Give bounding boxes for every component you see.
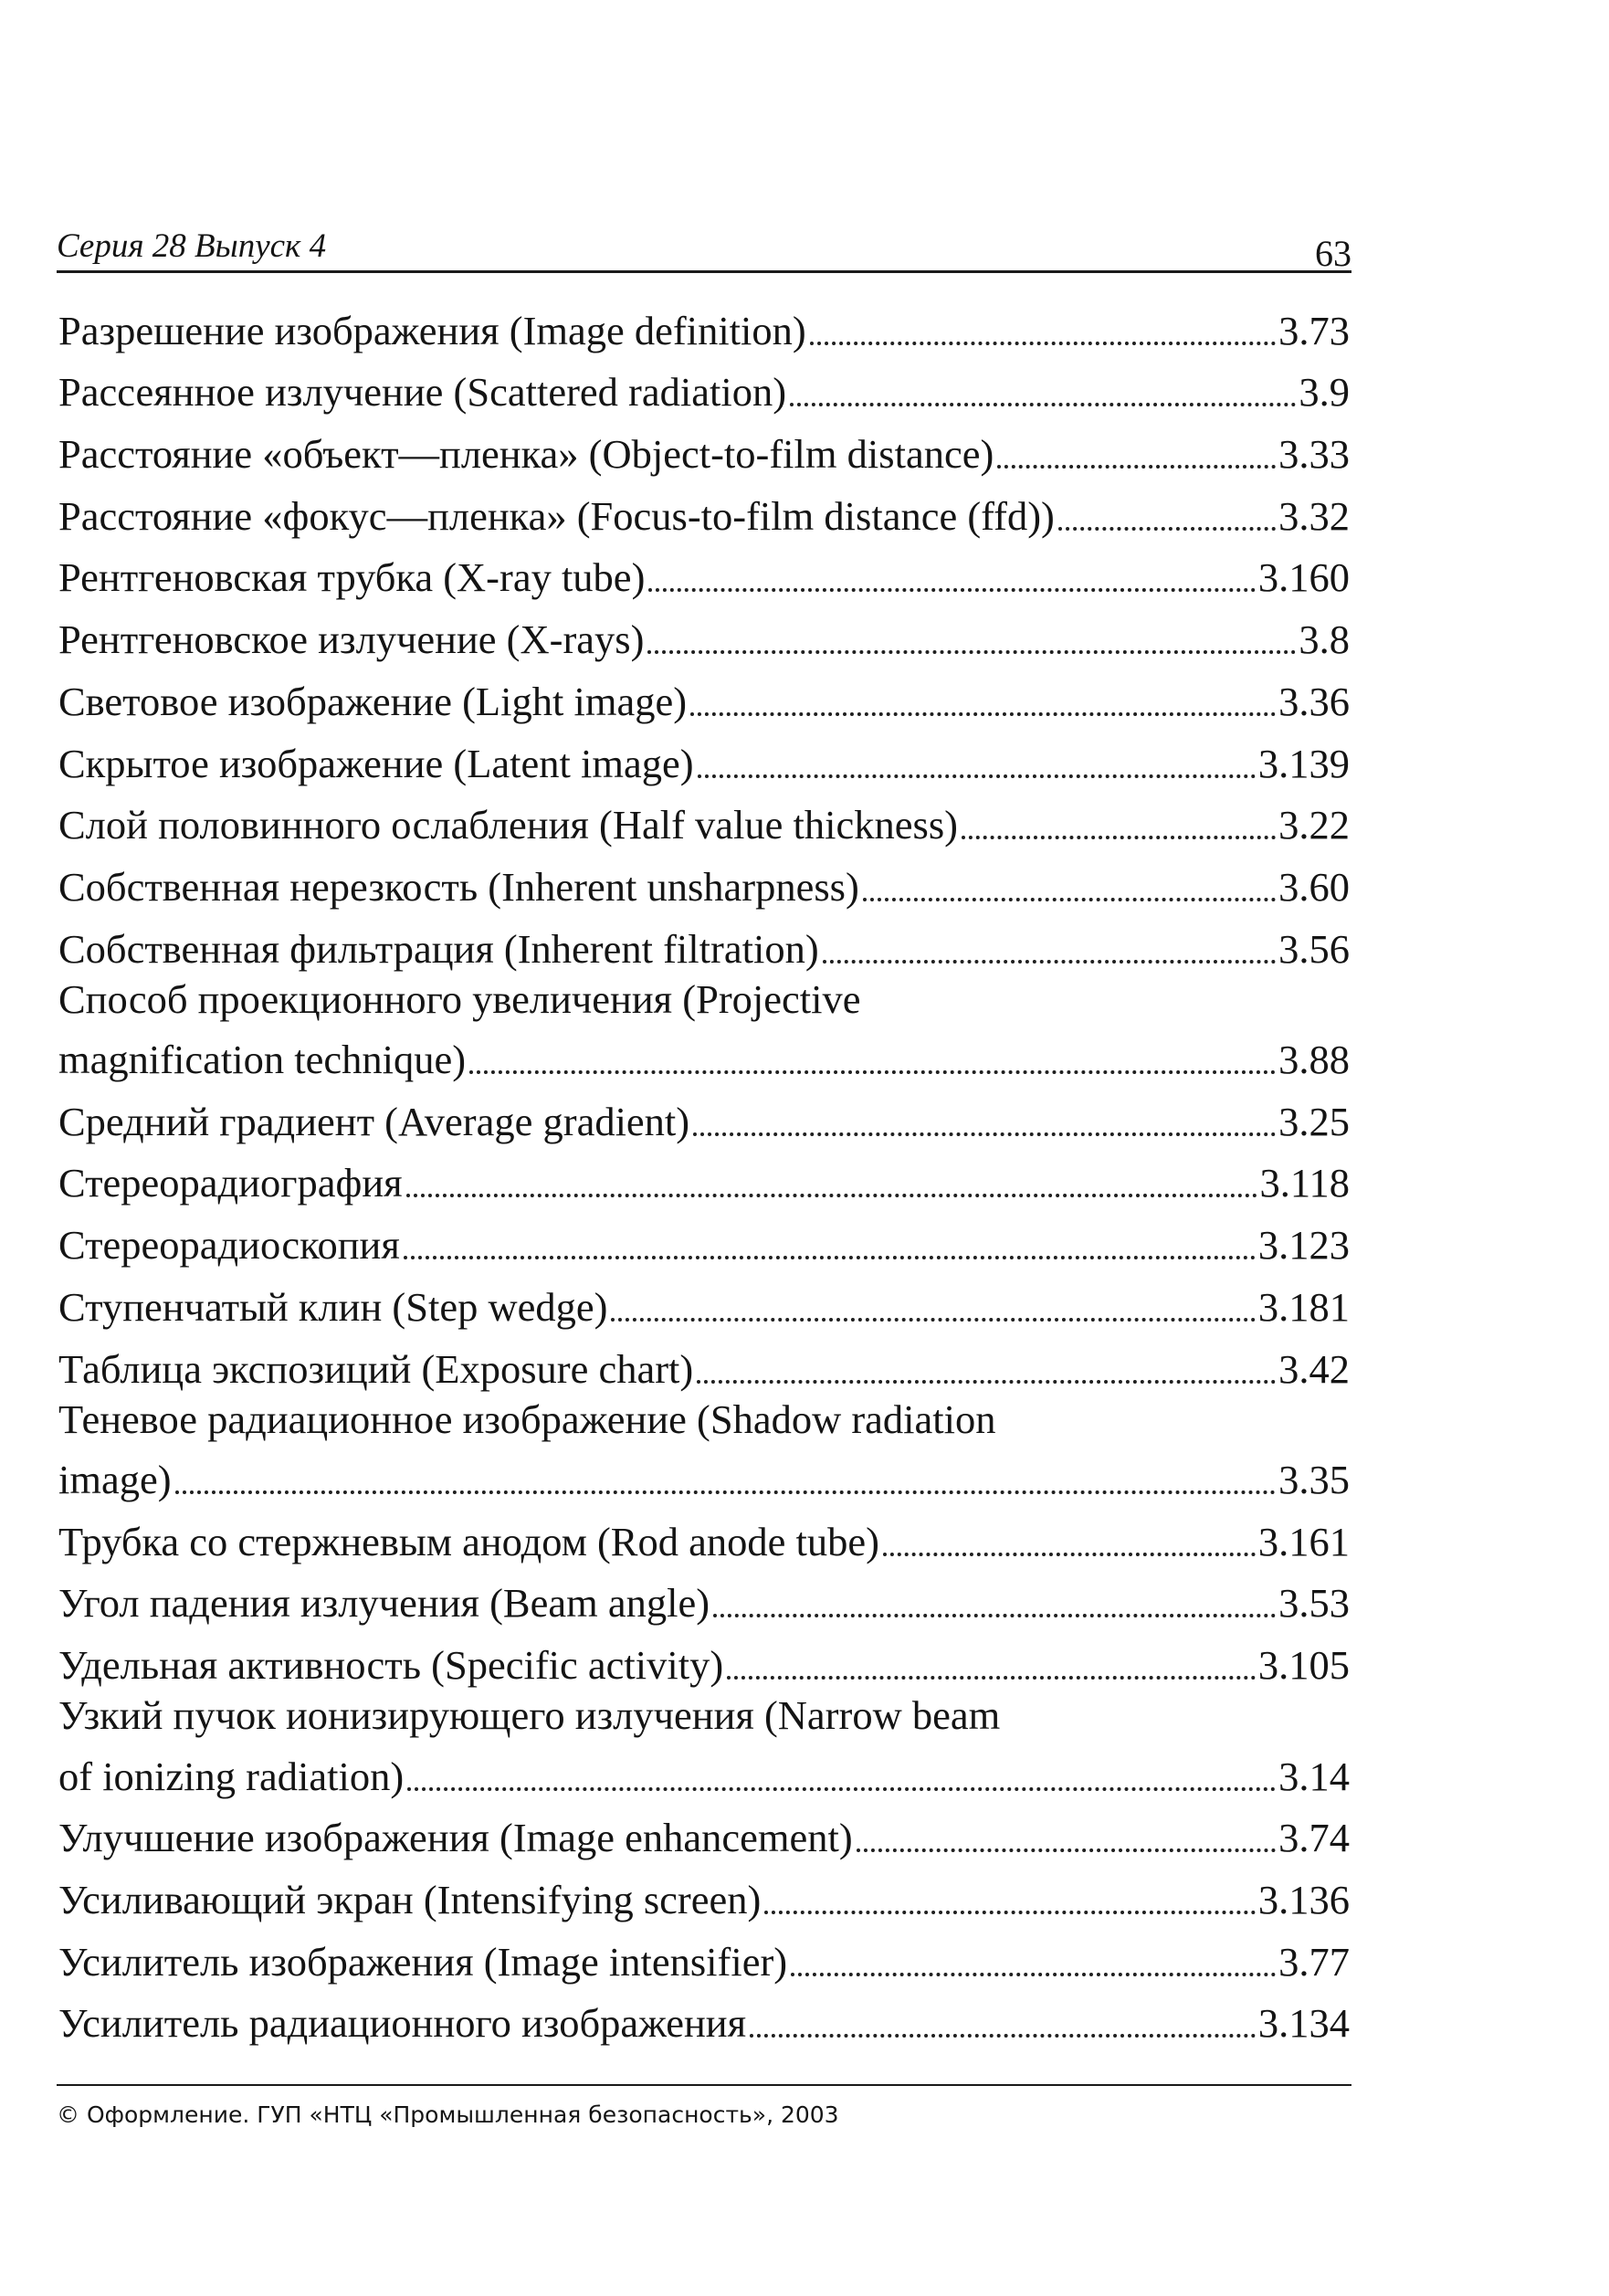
entry-reference: 3.56 [1278,925,1350,972]
entry-reference: 3.35 [1278,1457,1350,1502]
index-entry [58,974,1350,1086]
entry-continuation [58,1445,1350,1506]
index-entry [58,356,1350,418]
dot-leader [406,1194,1257,1197]
entry-term: Усилитель изображения (Image intensifier) [58,1938,788,1985]
entry-term-continued: image) [58,1457,172,1502]
entry-term: Рентгеновское излучение (X-rays) [58,616,645,663]
entry-term: Скрытое изображение (Latent image) [58,740,694,786]
dot-leader [790,403,1296,406]
dot-leader [883,1553,1256,1556]
index-entry [58,1690,1350,1802]
entry-reference: 3.161 [1257,1518,1350,1564]
index-entry [58,1925,1350,1987]
entry-term: Усилитель радиационного изображения [58,2000,747,2047]
entry-reference: 3.160 [1257,554,1350,601]
entry-term: Узкий пучок ионизирующего излучения (Narrow beam [58,1692,1001,1739]
index-entry [58,1628,1350,1690]
entry-reference: 3.9 [1299,369,1350,416]
entry-reference: 3.136 [1257,1876,1350,1922]
dot-leader [647,650,1296,654]
index-entry [58,1567,1350,1629]
dot-leader [693,1132,1276,1136]
entry-reference: 3.8 [1299,616,1350,663]
entry-term-continued: of ionizing radiation) [58,1753,405,1799]
dot-leader [823,960,1276,964]
index-entry [58,665,1350,727]
entry-term: Способ проекционного увеличения (Projective [58,975,861,1022]
entry-reference: 3.134 [1257,2000,1350,2047]
entry-term: Слой половинного ослабления (Half value thickness) [58,802,958,848]
entry-reference: 3.33 [1278,431,1350,478]
entry-reference: 3.118 [1259,1160,1350,1206]
entry-term: Улучшение изображения (Image enhancement) [58,1815,853,1861]
entry-term-continued: magnification technique) [58,1037,467,1083]
index-entry [58,850,1350,912]
entry-term: Стереорадиография [58,1160,403,1206]
entry-reference: 3.25 [1278,1098,1350,1144]
index-entry [58,727,1350,789]
index-entry [58,1987,1350,2049]
index-entry [58,479,1350,542]
index-entry [58,912,1350,974]
entry-term: Угол падения излучения (Beam angle) [58,1580,710,1627]
page-footer [57,2084,1351,2128]
entry-reference: 3.77 [1278,1938,1350,1985]
entry-term: Расстояние «объект—пленка» (Object-to-film distance) [58,431,994,478]
index-entry [58,1270,1350,1332]
index-list [58,294,1350,2048]
entry-reference: 3.105 [1257,1642,1350,1689]
entry-reference: 3.181 [1257,1283,1350,1330]
index-entry [58,789,1350,851]
running-header [57,225,1351,273]
entry-reference: 3.139 [1257,740,1350,786]
entry-term: Стереорадиоскопия [58,1222,400,1269]
index-entry [58,1332,1350,1395]
dot-leader [469,1070,1276,1074]
dot-leader [690,712,1276,716]
dot-leader [407,1787,1276,1791]
entry-term: Ступенчатый клин (Step wedge) [58,1283,608,1330]
entry-reference: 3.22 [1278,802,1350,848]
entry-continuation [58,1741,1350,1802]
dot-leader [713,1614,1276,1617]
index-entry [58,1863,1350,1925]
entry-term: Средний градиент (Average gradient) [58,1098,690,1144]
dot-leader [764,1911,1256,1914]
index-entry [58,1208,1350,1270]
entry-reference: 3.32 [1278,492,1350,539]
copyright-notice: © Оформление. ГУП «НТЦ «Промышленная безопасность», 2003 [57,2101,839,2128]
index-entry [58,417,1350,479]
entry-term: Собственная нерезкость (Inherent unsharpness) [58,863,859,910]
entry-term: Теневое радиационное изображение (Shadow radiation [58,1396,996,1442]
entry-term: Собственная фильтрация (Inherent filtration) [58,925,819,972]
entry-term: Трубка со стержневым анодом (Rod anode tube) [58,1518,879,1564]
entry-reference: 3.74 [1278,1815,1350,1861]
entry-term: Удельная активность (Specific activity) [58,1642,724,1689]
entry-term: Разрешение изображения (Image definition) [58,307,806,353]
dot-leader [648,588,1255,592]
entry-reference: 3.73 [1278,307,1350,353]
dot-leader [791,1973,1276,1976]
dot-leader [1058,527,1276,531]
entry-term: Световое изображение (Light image) [58,678,688,724]
index-entry [58,1505,1350,1567]
entry-term: Рассеянное излучение (Scattered radiation) [58,369,787,416]
entry-term: Рентгеновская трубка (X-ray tube) [58,554,646,601]
index-entry [58,1395,1350,1506]
entry-reference: 3.60 [1278,863,1350,910]
dot-leader [857,1848,1276,1852]
dot-leader [727,1676,1256,1680]
entry-term: Усиливающий экран (Intensifying screen) [58,1876,762,1922]
entry-reference: 3.88 [1278,1037,1350,1083]
index-entry [58,294,1350,356]
entry-reference: 3.42 [1278,1345,1350,1392]
dot-leader [697,1380,1276,1384]
index-entry [58,1802,1350,1864]
entry-reference: 3.36 [1278,678,1350,724]
page-number: 63 [1315,233,1351,274]
dot-leader [404,1256,1256,1259]
dot-leader [810,342,1276,345]
dot-leader [863,898,1276,901]
dot-leader [962,836,1276,839]
entry-reference: 3.123 [1257,1222,1350,1269]
series-title: Серия 28 Выпуск 4 [57,227,327,265]
entry-reference: 3.53 [1278,1580,1350,1627]
dot-leader [698,774,1256,778]
index-entry [58,1085,1350,1147]
dot-leader [611,1318,1255,1322]
entry-term: Расстояние «фокус—пленка» (Focus-to-film distance (ffd)) [58,492,1055,539]
dot-leader [175,1490,1277,1494]
dot-leader [997,465,1276,469]
index-entry [58,1147,1350,1209]
entry-continuation [58,1025,1350,1086]
entry-term: Таблица экспозиций (Exposure chart) [58,1345,694,1392]
index-entry [58,603,1350,665]
entry-reference: 3.14 [1278,1753,1350,1799]
dot-leader [750,2034,1256,2038]
index-entry [58,542,1350,604]
